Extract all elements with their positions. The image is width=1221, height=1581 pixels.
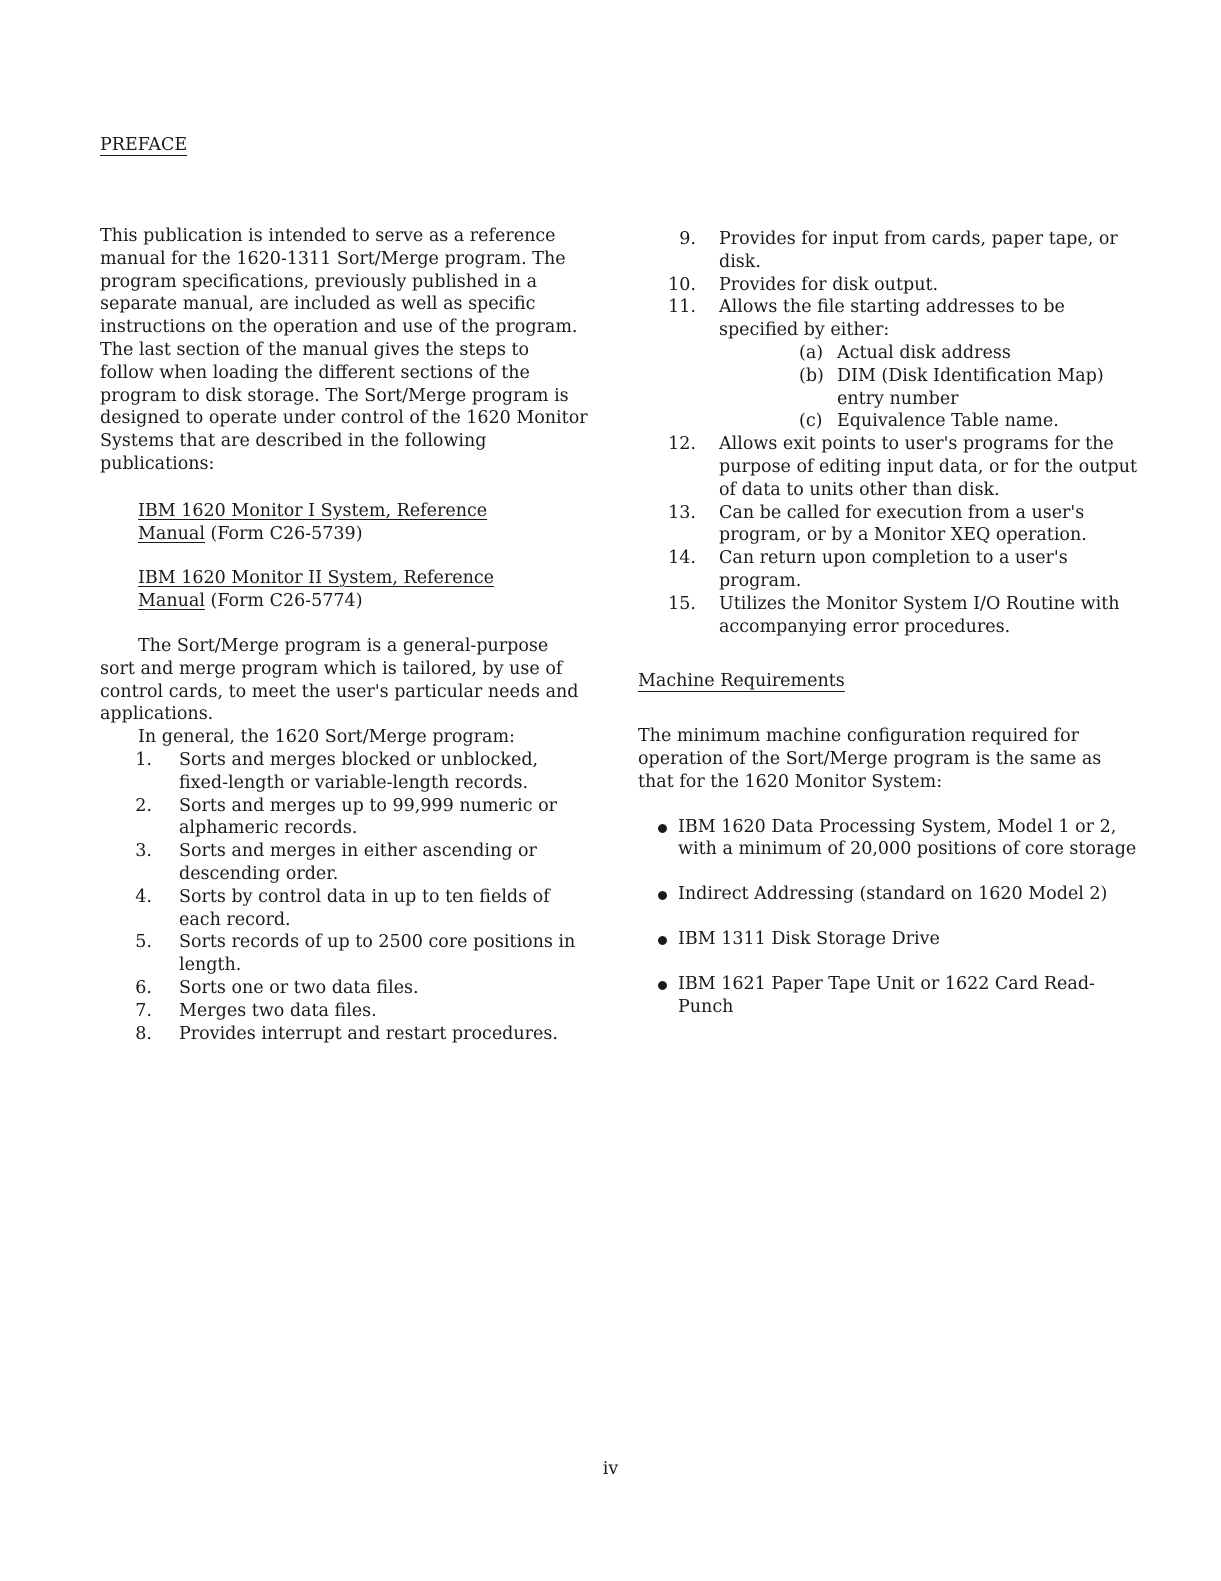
list-item: 3. Sorts and merges in either ascending or descending order. [135, 841, 537, 884]
page-number: iv [602, 1459, 619, 1479]
reference-title-cont: Manual [138, 591, 205, 612]
list-item: 5. Sorts records of up to 2500 core positions in length. [135, 932, 576, 976]
requirement-item: IBM 1620 Data Processing System, Model 1 or 2, with a minimum of 20,000 positions of core storage [638, 816, 1138, 862]
list-item: 15. Utilizes the Monitor System I/O Routine with accompanying error procedures. [668, 593, 1120, 637]
address-option: (c) Equivalence Table name. [799, 411, 1059, 432]
requirement-item: IBM 1311 Disk Storage Drive [638, 928, 1138, 951]
list-item: 11. Allows the file starting addresses to be specified by either: (a) Actual disk address (b) DIM (Disk Identification Map) entry number (c) Equivalence Table name. [638, 296, 1138, 433]
reference-title: IBM 1620 Monitor I System, Reference [138, 500, 488, 521]
list-item: 1. Sorts and merges blocked or unblocked, fixed-length or variable-length records. [135, 749, 539, 793]
list-item: 7. Merges two data files. [135, 1000, 377, 1021]
requirement-item: IBM 1621 Paper Tape Unit or 1622 Card Read-Punch [638, 973, 1138, 1019]
list-item: 10. Provides for disk output. [668, 274, 939, 295]
list-item: 12. Allows exit points to user's programs for the purpose of editing input data, or for the output of data to units other than disk. [668, 434, 1138, 500]
intro-paragraph: This publication is intended to serve as a reference manual for the 1620-1311 Sort/Merge program. The program specifications, previously published in a separate manual, are included as well as specific instructions on the operation and use of the program. The last section of the manual gives the steps to follow when loading the different sections of the program to disk storage. The Sort/Merge program is designed to operate under control of the 1620 Monitor Systems that are described in the following publications: [100, 226, 588, 474]
bullet-icon [658, 981, 667, 990]
reference-1 [138, 500, 588, 546]
list-item: 13. Can be called for execution from a user's program, or by a Monitor XEQ operation. [668, 502, 1087, 546]
features-list-right [638, 228, 1138, 638]
reference-2 [138, 567, 588, 613]
left-column [100, 225, 588, 1045]
reference-form: (Form C26-5774) [210, 591, 363, 612]
bullet-icon [658, 891, 667, 900]
general-paragraph: The Sort/Merge program is a general-purpose sort and merge program which is tailored, by use of control cards, to meet the user's particular needs and applications. [100, 635, 579, 725]
address-option: (b) DIM (Disk Identification Map) entry number [799, 365, 1104, 409]
reference-title: IBM 1620 Monitor II System, Reference [138, 568, 495, 589]
machine-requirements-intro: The minimum machine configuration required for operation of the Sort/Merge program is the same as that for the 1620 Monitor System: [638, 726, 1102, 792]
list-intro: In general, the 1620 Sort/Merge program: [138, 727, 515, 748]
list-item: 8. Provides interrupt and restart procedures. [135, 1023, 558, 1044]
page-title: PREFACE [100, 135, 188, 155]
list-item: 9. Provides for input from cards, paper tape, or disk. [679, 229, 1118, 272]
reference-title-cont: Manual [138, 523, 205, 544]
list-item: 2. Sorts and merges up to 99,999 numeric or alphameric records. [135, 795, 558, 839]
features-list-left [100, 749, 588, 1045]
list-item: 6. Sorts one or two data files. [135, 977, 419, 998]
list-item: 14. Can return upon completion to a user's program. [668, 548, 1068, 591]
bullet-icon [658, 824, 667, 833]
address-option: (a) Actual disk address [799, 342, 1011, 363]
reference-form: (Form C26-5739) [210, 523, 363, 544]
right-column [638, 228, 1138, 1018]
machine-requirements-heading: Machine Requirements [638, 671, 845, 692]
bullet-icon [658, 936, 667, 945]
requirement-item: Indirect Addressing (standard on 1620 Model 2) [638, 883, 1138, 906]
list-item: 4. Sorts by control data in up to ten fields of each record. [135, 886, 550, 930]
